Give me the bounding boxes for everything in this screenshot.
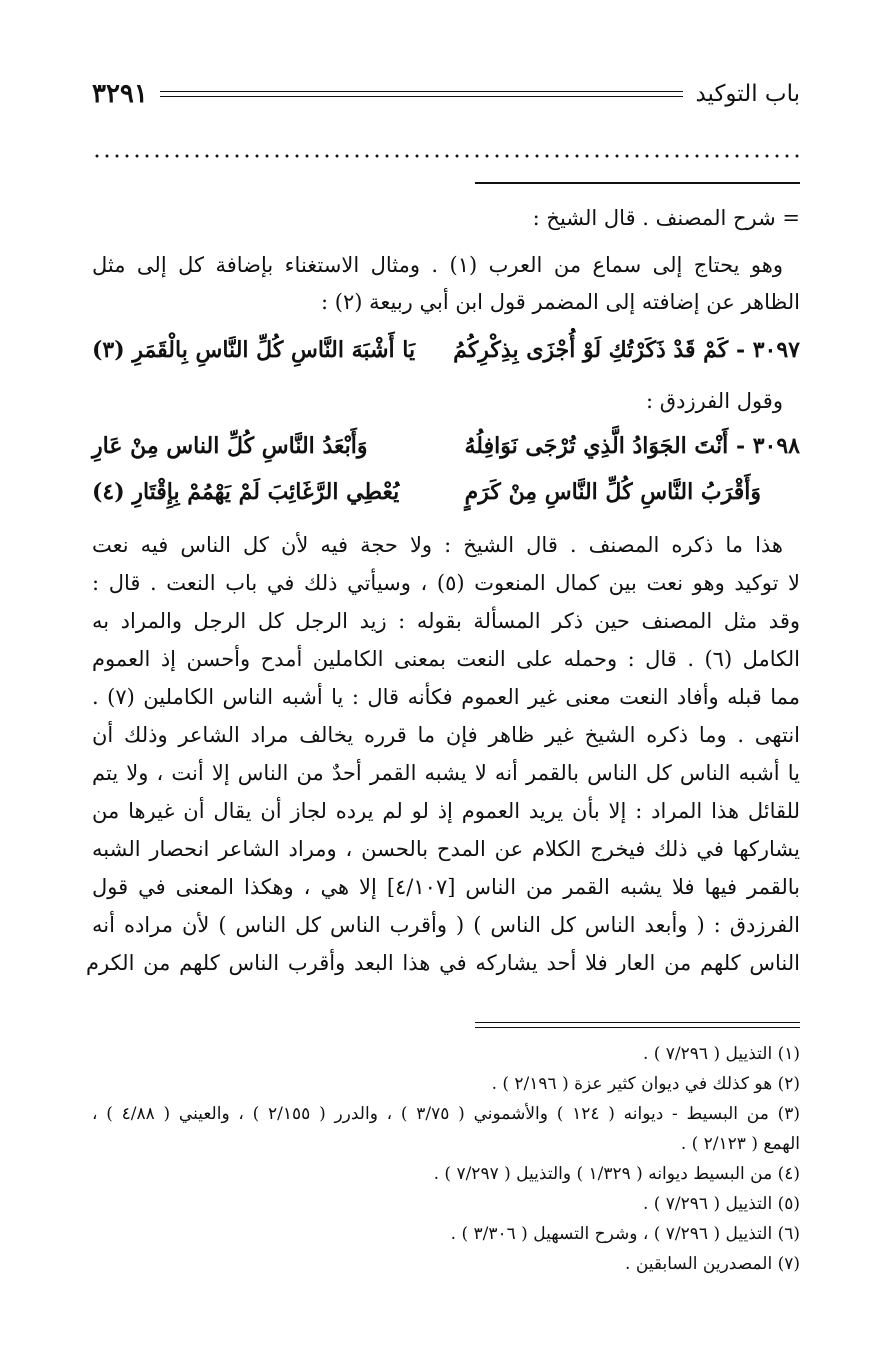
verse-text: أَنْتَ الجَوَادُ الَّذِي تُرْجَى نَوَافِلُهُ <box>464 433 729 459</box>
verse-first-hemistich <box>465 433 800 459</box>
paragraph-line: وقد مثل المصنف حين ذكر المسألة بقوله : زيد الرجل كل الرجل والمراد به <box>92 609 800 633</box>
header-rule <box>160 91 684 97</box>
poem-verse <box>92 424 800 468</box>
verse-second-hemistich: وَأَبْعَدُ النَّاسِ كُلِّ الناس مِنْ عَارِ <box>92 433 368 459</box>
footnote: (٣) من البسيط - ديوانه ( ١٢٤ ) والأشموني ( ٣/٧٥ ) ، والدرر ( ٢/١٥٥ ) ، والعيني ( ٤/٨٨ ) ، <box>92 1104 800 1124</box>
verse-second-hemistich: يَا أَشْبَهَ النَّاسِ كُلِّ النَّاسِ بِالْقَمَرِ (٣) <box>92 337 416 363</box>
chapter-title: باب التوكيد <box>695 81 800 107</box>
footnote: (١) التذييل ( ٧/٢٩٦ ) . <box>642 1044 800 1064</box>
footnote: (٦) التذييل ( ٧/٢٩٦ ) ، وشرح التسهيل ( ٣/٣٠٦ ) . <box>450 1224 800 1244</box>
paragraph-line: الكامل (٦) . قال : وحمله على النعت بمعنى الكاملين أمدح وأحسن إذ العموم <box>92 647 800 671</box>
body-line: الظاهر عن إضافته إلى المضمر قول ابن أبي ربيعة (٢) : <box>321 290 800 314</box>
poem-verse <box>92 470 761 514</box>
paragraph-line: يشاركها في ذلك فيخرج الكلام عن المدح بالحسن ، ومراد الشاعر انحصار الشبه <box>92 837 800 861</box>
body-line: وهو يحتاج إلى سماع من العرب (١) . ومثال الاستغناء بإضافة كل إلى مثل <box>92 253 783 277</box>
paragraph-line: هذا ما ذكره المصنف . قال الشيخ : ولا حجة فيه لأن كل الناس فيه نعت <box>92 533 783 557</box>
verse-first-hemistich <box>453 337 800 363</box>
paragraph-line: مما قبله وأفاد النعت معنى غير العموم فكأنه قال : يا أشبه الناس الكاملين (٧) . <box>92 685 800 709</box>
continuation-rule <box>475 182 800 184</box>
footnote: (٧) المصدرين السابقين . <box>625 1254 800 1274</box>
running-header <box>92 78 800 110</box>
paragraph-line: لا توكيد وهو نعت بين كمال المنعوت (٥) ، وسيأتي ذلك في باب النعت . قال : <box>92 571 800 595</box>
dotted-separator <box>92 150 800 162</box>
body-line: = شرح المصنف . قال الشيخ : <box>532 206 800 230</box>
paragraph-line: يا أشبه الناس كل الناس بالقمر أنه لا يشبه القمر أحدٌ من الناس إلا أنت ، ولا يتم <box>92 761 800 785</box>
verse-second-hemistich: يُعْطِي الرَّغَائِبَ لَمْ يَهْمُمْ بِإِقْتَارِ (٤) <box>92 479 400 505</box>
paragraph-line: للقائل هذا المراد : إلا بأن يريد العموم إذ لو لم يرده لجاز أن يقال أن غيرها من <box>92 799 800 823</box>
paragraph-line: بالقمر فيها فلا يشبه القمر من الناس [٤/١٠٧] إلا هي ، وهكذا المعنى في قول <box>92 875 800 899</box>
paragraph-line: الناس كلهم من العار فلا أحد يشاركه في هذا البعد وأقرب الناس كلهم من الكرم <box>86 951 800 975</box>
footnote: (٢) هو كذلك في ديوان كثير عزة ( ٢/١٩٦ ) . <box>491 1074 800 1094</box>
footnote: (٤) من البسيط ديوانه ( ١/٣٢٩ ) والتذييل ( ٧/٢٩٧ ) . <box>433 1164 800 1184</box>
verse-text: كَمْ قَدْ ذَكَرْتُكِ لَوْ أُجْزَى بِذِكْرِكُمُ <box>453 337 729 363</box>
poem-verse <box>92 328 800 372</box>
page-number: ٣٢٩١ <box>92 79 148 109</box>
footnote-rule <box>475 1022 800 1028</box>
paragraph-line: انتهى . وما ذكره الشيخ غير ظاهر فإن ما قرره يخالف مراد الشاعر وذلك أن <box>92 723 800 747</box>
footnote: الهمع ( ٢/١٢٣ ) . <box>680 1134 800 1154</box>
verse-first-hemistich: وَأَقْرَبُ النَّاسِ كُلِّ النَّاسِ مِنْ كَرَمٍ <box>464 479 761 505</box>
verse-number: ٣٠٩٨ - <box>735 433 800 459</box>
footnote: (٥) التذييل ( ٧/٢٩٦ ) . <box>642 1194 800 1214</box>
verse-number: ٣٠٩٧ - <box>735 337 800 363</box>
poem-intro: وقول الفرزدق : <box>646 389 783 413</box>
paragraph-line: الفرزدق : ( وأبعد الناس كل الناس ) ( وأقرب الناس كل الناس ) لأن مراده أنه <box>92 913 800 937</box>
